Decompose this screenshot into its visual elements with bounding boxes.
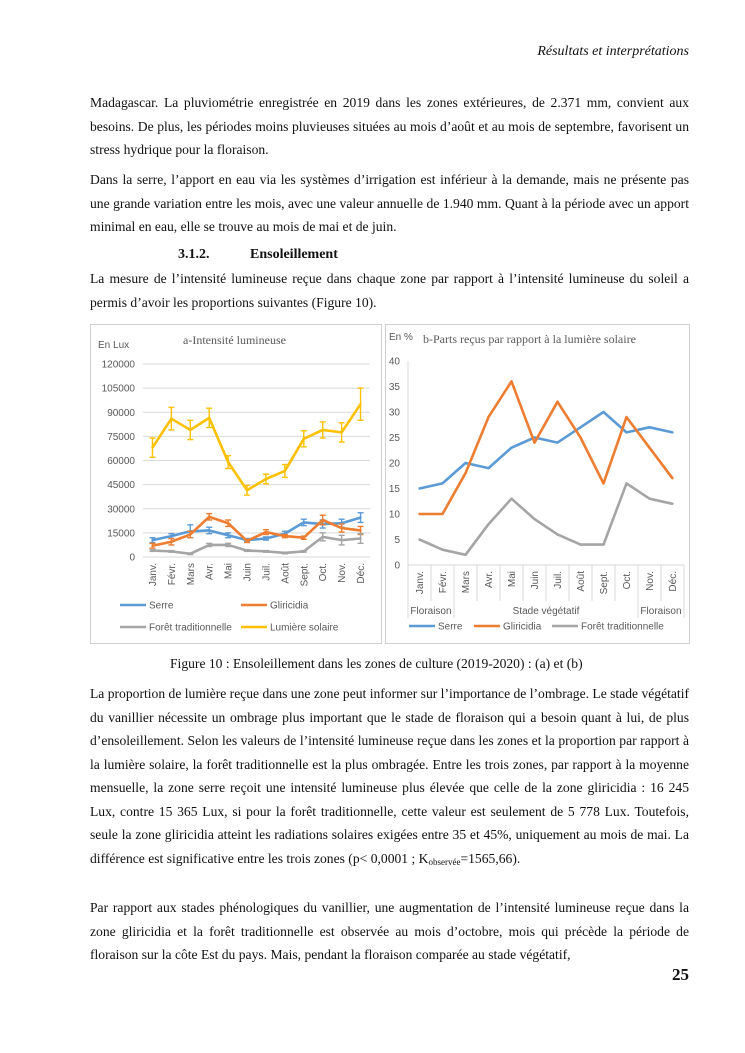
chart-a-x-tick-label: Oct.	[318, 563, 330, 582]
chart-b-x-tick-label: Févr.	[438, 571, 449, 594]
chart-a-series-gliricidia-point	[322, 519, 324, 521]
chart-a-series-serre-point	[170, 535, 172, 537]
paragraph-5: Par rapport aux stades phénologiques du vanillier, une augmentation de l’intensité lumineuse reçue dans la zone gliricidia et la forêt traditionnelle est observée au mois d’octobre, mois qui précède la période de floraison sur la côte Est du pays. Mais, pendant la floraison comparée au stade végétatif,	[90, 900, 689, 962]
chart-a-x-tick-label: Mars	[185, 563, 197, 586]
chart-a-series-foret-traditionnelle-point	[246, 549, 248, 551]
chart-b-series-foret-traditionnelle-point	[418, 538, 420, 540]
chart-a-series-foret-traditionnelle-point	[208, 544, 210, 546]
chart-a-series-gliricidia-point	[151, 545, 153, 547]
chart-a-y-tick-label: 45000	[107, 480, 135, 492]
chart-a-series-gliricidia-point	[359, 529, 361, 531]
chart-a-x-tick-label: Juin	[242, 563, 254, 582]
chart-a-y-tick-label: 90000	[107, 407, 135, 419]
chart-b-parts-recues	[386, 325, 689, 643]
chart-b-series-gliricidia-point	[418, 513, 420, 515]
paragraph-1: Madagascar. La pluviométrie enregistrée en 2019 dans les zones extérieures, de 2.371 mm, convient aux besoins. De plus, les périodes moins pluvieuses situées au mois d’août et au mois de septembre, favorisent un stress hydrique pour la floraison.	[90, 95, 689, 157]
chart-a-y-axis-label: En Lux	[98, 340, 130, 351]
chart-b-x-tick-label: Juil.	[553, 571, 564, 589]
chart-b-series-serre-point	[510, 447, 512, 449]
chart-a-series-serre-point	[227, 534, 229, 536]
chart-a-series-serre-point	[265, 537, 267, 539]
chart-b-y-tick-label: 25	[388, 433, 400, 444]
chart-a-series-gliricidia-point	[208, 516, 210, 518]
chart-a-series-foret-traditionnelle-point	[170, 550, 172, 552]
chart-b-series-serre-point	[556, 441, 558, 443]
chart-b-series-foret-traditionnelle-point	[510, 498, 512, 500]
chart-a-series-gliricidia-point	[340, 527, 342, 529]
paragraph-4	[90, 682, 689, 874]
section-title: Ensoleillement	[250, 247, 338, 262]
chart-b-series-serre-point	[648, 426, 650, 428]
chart-a-series-serre-point	[359, 516, 361, 518]
chart-b-series-gliricidia-point	[464, 472, 466, 474]
chart-b-title: b-Parts reçus par rapport à la lumière solaire	[423, 332, 636, 346]
chart-a-series-lumiere-solaire-point	[359, 403, 361, 405]
chart-a-series-foret-traditionnelle-point	[303, 550, 305, 552]
chart-a-series-lumiere-solaire-point	[265, 478, 267, 480]
chart-a-series-serre-point	[151, 539, 153, 541]
chart-a-y-tick-label: 60000	[107, 456, 135, 467]
chart-a-series-lumiere-solaire-point	[189, 429, 191, 431]
chart-a-series-serre-point	[303, 521, 305, 523]
chart-a-series-foret-traditionnelle-point	[265, 550, 267, 552]
chart-a-y-tick-label: 0	[129, 552, 135, 564]
chart-a-y-tick-label: 30000	[107, 504, 135, 516]
chart-a-series-foret-traditionnelle-point	[189, 553, 191, 555]
chart-b-x-tick-label: Mars	[461, 571, 472, 594]
chart-b-y-axis-label: En %	[389, 332, 413, 343]
chart-a-series-foret-traditionnelle-point	[340, 539, 342, 541]
chart-b-y-tick-label: 30	[388, 407, 400, 419]
chart-b-y-tick-label: 5	[394, 535, 400, 546]
chart-b-series-foret-traditionnelle-point	[464, 554, 466, 556]
chart-b-y-tick-label: 20	[388, 458, 400, 470]
chart-b-series-serre-point	[625, 431, 627, 433]
chart-a-series-lumiere-solaire-point	[151, 446, 153, 448]
chart-a-y-tick-label: 15000	[107, 528, 135, 540]
figure-caption: Figure 10 : Ensoleillement dans les zones de culture (2019-2020) : (a) et (b)	[170, 656, 583, 671]
chart-a-series-gliricidia-point	[170, 541, 172, 543]
chart-a-y-tick-label: 120000	[101, 359, 135, 371]
paragraph-4-end: =1565,66).	[460, 850, 521, 866]
chart-b-series-serre-point	[441, 482, 443, 484]
chart-a-x-tick-label: Nov.	[337, 563, 349, 583]
chart-b-x-tick-label: Juin	[530, 571, 541, 590]
chart-b-series-gliricidia-point	[602, 482, 604, 484]
chart-a-series-gliricidia-point	[303, 537, 305, 539]
paragraph-2: Dans la serre, l’apport en eau via les systèmes d’irrigation est inférieur à la demande, mais ne présente pas une grande variation entre les mois, avec une valeur annuelle de 1.940 mm. Quant à la période avec un apport minimal en eau, elle se trouve au mois de mai et de juin.	[90, 172, 689, 234]
chart-b-series-foret-traditionnelle-point	[556, 533, 558, 535]
chart-b-series-gliricidia-point	[441, 513, 443, 515]
chart-b-legend-label-gliricidia: Gliricidia	[503, 621, 542, 633]
chart-b-series-foret-traditionnelle-line	[420, 483, 673, 554]
chart-a-series-gliricidia-point	[189, 533, 191, 535]
chart-b-series-foret-traditionnelle-point	[579, 543, 581, 545]
chart-b-y-tick-label: 15	[388, 484, 400, 495]
chart-b-series-gliricidia-point	[648, 447, 650, 449]
running-header: Résultats et interprétations	[537, 44, 689, 59]
chart-b-series-serre-point	[671, 431, 673, 433]
chart-b-series-serre-point	[487, 467, 489, 469]
section-heading	[178, 247, 338, 263]
chart-a-legend-label-gliricidia: Gliricidia	[270, 600, 309, 612]
chart-a-series-foret-traditionnelle-point	[359, 537, 361, 539]
chart-a-intensite-lumineuse	[91, 325, 381, 643]
k-subscript: observée	[428, 856, 461, 867]
chart-a-x-tick-label: Mai	[223, 563, 235, 580]
chart-b-y-tick-label: 35	[388, 382, 400, 393]
chart-a-series-gliricidia-point	[284, 535, 286, 537]
chart-b-y-tick-label: 0	[394, 560, 400, 572]
chart-b-series-foret-traditionnelle-point	[487, 523, 489, 525]
chart-a-series-lumiere-solaire-line	[152, 404, 360, 490]
chart-b-stage-label-floraison: Floraison	[640, 606, 682, 617]
chart-a-series-gliricidia-point	[265, 531, 267, 533]
chart-b-legend-label-foret-traditionnelle: Forêt traditionnelle	[581, 621, 664, 633]
chart-b-series-foret-traditionnelle-point	[648, 498, 650, 500]
chart-b-series-gliricidia-point	[556, 401, 558, 403]
chart-b-frame	[385, 324, 690, 644]
chart-b-series-serre-point	[579, 426, 581, 428]
chart-b-stage-label-floraison: Floraison	[410, 606, 452, 617]
chart-a-title: a-Intensité lumineuse	[183, 333, 286, 347]
chart-a-series-foret-traditionnelle-point	[151, 549, 153, 551]
chart-a-series-lumiere-solaire-point	[340, 431, 342, 433]
chart-b-x-tick-label: Avr.	[484, 571, 495, 589]
chart-b-series-gliricidia-point	[510, 380, 512, 382]
chart-a-x-tick-label: Déc.	[356, 563, 368, 584]
chart-a-y-tick-label: 105000	[101, 383, 135, 395]
chart-b-y-tick-label: 10	[388, 509, 400, 521]
chart-a-frame	[90, 324, 382, 644]
chart-a-legend-label-serre: Serre	[149, 600, 174, 612]
chart-b-x-tick-label: Janv.	[415, 571, 426, 595]
chart-a-series-foret-traditionnelle-point	[227, 544, 229, 546]
chart-a-series-foret-traditionnelle-point	[322, 536, 324, 538]
chart-b-series-foret-traditionnelle-point	[671, 503, 673, 505]
chart-b-series-foret-traditionnelle-point	[625, 482, 627, 484]
chart-b-x-tick-label: Déc.	[668, 571, 679, 592]
chart-b-series-foret-traditionnelle-point	[441, 549, 443, 551]
chart-b-x-tick-label: Sept.	[599, 571, 610, 595]
chart-b-stage-label-stade-vegetatif: Stade végétatif	[512, 606, 580, 617]
chart-b-series-foret-traditionnelle-point	[602, 543, 604, 545]
chart-a-series-gliricidia-point	[227, 522, 229, 524]
chart-b-y-tick-label: 40	[388, 356, 400, 368]
chart-a-x-tick-label: Avr.	[204, 563, 216, 581]
chart-a-series-foret-traditionnelle-point	[284, 552, 286, 554]
chart-a-legend-label-foret-traditionnelle: Forêt traditionnelle	[149, 622, 232, 634]
chart-a-series-gliricidia-line	[152, 517, 360, 546]
chart-a-legend-label-lumiere-solaire: Lumière solaire	[270, 622, 339, 634]
chart-a-series-lumiere-solaire-point	[303, 438, 305, 440]
chart-a-series-gliricidia-point	[246, 540, 248, 542]
chart-a-series-serre-point	[208, 529, 210, 531]
chart-b-x-tick-label: Août	[576, 571, 587, 592]
chart-a-x-tick-label: Sept.	[299, 563, 311, 587]
chart-b-x-tick-label: Mai	[507, 571, 518, 588]
chart-b-series-gliricidia-point	[579, 436, 581, 438]
chart-b-series-serre-point	[602, 411, 604, 413]
chart-b-series-gliricidia-point	[533, 441, 535, 443]
chart-a-x-tick-label: Juil.	[261, 563, 273, 581]
chart-a-y-tick-label: 75000	[107, 431, 135, 443]
chart-b-series-gliricidia-point	[625, 416, 627, 418]
chart-a-x-tick-label: Août	[280, 563, 292, 584]
chart-b-x-tick-label: Oct.	[622, 571, 633, 590]
chart-b-x-tick-label: Nov.	[645, 571, 656, 591]
chart-b-legend-label-serre: Serre	[438, 621, 463, 633]
chart-a-series-lumiere-solaire-point	[170, 417, 172, 419]
section-number: 3.1.2.	[178, 247, 210, 262]
chart-a-series-lumiere-solaire-point	[227, 461, 229, 463]
chart-b-series-gliricidia-point	[671, 477, 673, 479]
chart-b-series-gliricidia-line	[420, 381, 673, 514]
chart-a-series-lumiere-solaire-point	[208, 417, 210, 419]
chart-a-series-lumiere-solaire-point	[246, 489, 248, 491]
chart-b-series-foret-traditionnelle-point	[533, 518, 535, 520]
chart-a-series-lumiere-solaire-point	[284, 470, 286, 472]
chart-b-series-serre-point	[464, 462, 466, 464]
chart-a-series-lumiere-solaire-point	[322, 429, 324, 431]
chart-a-x-tick-label: Janv.	[147, 563, 159, 587]
chart-a-x-tick-label: Févr.	[166, 563, 178, 586]
chart-b-series-serre-point	[418, 487, 420, 489]
paragraph-3: La mesure de l’intensité lumineuse reçue dans chaque zone par rapport à l’intensité lumineuse du soleil a permis d’avoir les proportions suivantes (Figure 10).	[90, 271, 689, 310]
chart-b-series-gliricidia-point	[487, 416, 489, 418]
page-number: 25	[672, 965, 689, 984]
paragraph-4-text: La proportion de lumière reçue dans une zone peut informer sur l’importance de l’ombrage. Le stade végétatif du vanillier nécessite un ombrage plus important que le stade de floraison qui a besoin quant à lui, de plus d’ensoleillement. Selon les valeurs de l’intensité lumineuse reçue dans les zones et la proportion par rapport à la lumière solaire, la forêt traditionnelle est la plus ombragée. Entre les trois zones, par rapport à la moyenne mensuelle, la zone serre reçoit une intensité lumineuse plus élevée que celle de la zone gliricidia : 16 245 Lux, contre 15 365 Lux, si pour la forêt traditionnelle, cette valeur est seulement de 5 778 Lux. Toutefois, seule la zone gliricidia atteint les radiations solaires exigées entre 35 et 45%, uniquement au mois de mai. La différence est significative entre les trois zones (p< 0,0001 ; K	[90, 686, 690, 866]
